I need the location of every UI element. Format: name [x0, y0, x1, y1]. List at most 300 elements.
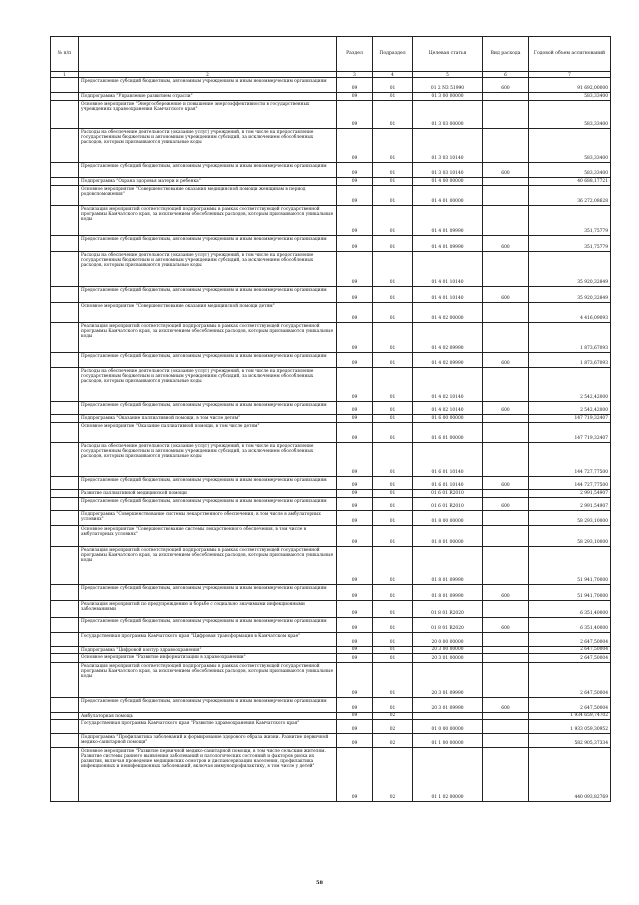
row-podrazdel-cell: 01 [373, 490, 413, 498]
row-podrazdel-cell: 01 [373, 353, 413, 368]
row-podrazdel-cell: 01 [373, 647, 413, 654]
row-vr-cell [483, 206, 529, 236]
table-row [51, 477, 611, 490]
row-csr-cell: 20 3 01 00000 [413, 654, 483, 663]
row-csr-cell: 01 6 01 00000 [413, 423, 483, 443]
row-csr-cell: 01 4 01 10140 [413, 252, 483, 287]
row-csr-cell: 01 4 00 00000 [413, 178, 483, 186]
table-row [51, 101, 611, 129]
row-number-cell [51, 618, 79, 633]
row-podrazdel-cell: 01 [373, 498, 413, 511]
row-podrazdel-cell: 01 [373, 443, 413, 477]
table-row [51, 402, 611, 415]
row-csr-cell: 01 4 02 09990 [413, 323, 483, 353]
table-row [51, 647, 611, 654]
row-sum-cell: 144 727,77500 [529, 443, 611, 477]
row-vr-cell [483, 734, 529, 748]
index-cell: 6 [483, 72, 529, 78]
row-razdel-cell: 09 [337, 353, 373, 368]
row-number-cell [51, 287, 79, 303]
table-row [51, 748, 611, 802]
row-podrazdel-cell: 01 [373, 477, 413, 490]
row-name-cell: Реализация мероприятий соответствующей подпрограммы в рамках соответствующей государственной программы Камчатского края, за исключением обособленных расходов, которым присваиваются уникальные коды [79, 547, 337, 585]
row-name-cell: Основное мероприятие "Совершенствование оказания медицинской помощи детям" [79, 303, 337, 323]
row-csr-cell: 01 6 01 R2010 [413, 498, 483, 511]
row-name-cell: Основное мероприятие "Совершенствование оказания медицинской помощи женщинам в период родовспоможения" [79, 186, 337, 206]
row-razdel-cell: 09 [337, 368, 373, 402]
row-number-cell [51, 178, 79, 186]
row-csr-cell: 01 6 01 R2010 [413, 490, 483, 498]
row-vr-cell [483, 186, 529, 206]
row-razdel-cell: 09 [337, 654, 373, 663]
row-podrazdel-cell: 01 [373, 252, 413, 287]
row-name-cell: Реализация мероприятий по предупреждению и борьбе с социально значимыми инфекционными заболеваниями [79, 601, 337, 618]
row-csr-cell: 01 4 02 09990 [413, 353, 483, 368]
row-sum-cell: 147 719,32407 [529, 415, 611, 423]
row-csr-cell: 01 4 02 10140 [413, 368, 483, 402]
row-name-cell: Расходы на обеспечение деятельности (оказание услуг) учреждений, в том числе на предоставление государственным бюджетным и автономным учреждениям субсидий, за исключением обособленных расходов, которым присваиваются уникальные коды [79, 443, 337, 477]
row-sum-cell: 1 873,67093 [529, 323, 611, 353]
header-razdel: Раздел [337, 37, 373, 72]
row-number-cell [51, 734, 79, 748]
row-name-cell: Расходы на обеспечение деятельности (оказание услуг) учреждений, в том числе на предоставление государственным бюджетным и автономным учреждениям субсидий, за исключением обособленных расходов, которым присваиваются уникальные коды [79, 368, 337, 402]
row-podrazdel-cell: 01 [373, 78, 413, 93]
row-razdel-cell: 09 [337, 423, 373, 443]
row-csr-cell: 01 3 03 10140 [413, 163, 483, 178]
row-sum-cell: 583,33400 [529, 93, 611, 101]
row-sum-cell: 58 293,10000 [529, 511, 611, 526]
row-csr-cell: 01 4 01 10140 [413, 287, 483, 303]
row-name-cell: Предоставление субсидий бюджетным, автономным учреждениям и иным некоммерческим организациям [79, 585, 337, 601]
row-number-cell [51, 526, 79, 547]
budget-table-page [50, 36, 610, 802]
row-name-cell: Основное мероприятие "Развитие первичной медико-санитарной помощи, в том числе сельским жителям. Развитие системы раннего выявления заболеваний и патологических состояний и факторов риска их развития, включая проведение медицинских осмотров и диспансеризации населения, профилактика инфекционных и неинфекционных заболеваний, включая иммунопрофилактику, в том числе у детей" [79, 748, 337, 802]
row-csr-cell: 01 3 00 00000 [413, 93, 483, 101]
table-row [51, 654, 611, 663]
row-sum-cell: 440 093,82769 [529, 748, 611, 802]
table-row [51, 443, 611, 477]
row-name-cell: Реализация мероприятий соответствующей подпрограммы в рамках соответствующей государственной программы Камчатского края, за исключением обособленных расходов, которым присваиваются уникальные коды [79, 663, 337, 698]
row-name-cell: Предоставление субсидий бюджетным, автономным учреждениям и иным некоммерческим организациям [79, 402, 337, 415]
row-podrazdel-cell: 01 [373, 547, 413, 585]
row-name-cell: Предоставление субсидий бюджетным, автономным учреждениям и иным некоммерческим организациям [79, 698, 337, 713]
row-csr-cell: 01 8 01 09990 [413, 547, 483, 585]
table-row [51, 511, 611, 526]
row-vr-cell [483, 663, 529, 698]
row-number-cell [51, 601, 79, 618]
row-podrazdel-cell: 01 [373, 698, 413, 713]
row-razdel-cell: 09 [337, 178, 373, 186]
row-sum-cell: 582 905,37334 [529, 734, 611, 748]
table-row [51, 353, 611, 368]
row-sum-cell: 6 351,40000 [529, 601, 611, 618]
row-name-cell: Расходы на обеспечение деятельности (оказание услуг) учреждений, в том числе на предоставление государственным бюджетным и автономным учреждениям субсидий, за исключением обособленных расходов, которым присваиваются уникальные коды [79, 252, 337, 287]
row-vr-cell [483, 323, 529, 353]
row-vr-cell [483, 443, 529, 477]
row-razdel-cell: 09 [337, 633, 373, 647]
row-number-cell [51, 78, 79, 93]
table-row [51, 618, 611, 633]
row-razdel-cell: 09 [337, 547, 373, 585]
row-name-cell: Подпрограмма "Оказание паллиативной помощи, в том числе детям" [79, 415, 337, 423]
table-row [51, 547, 611, 585]
row-sum-cell: 35 920,32849 [529, 252, 611, 287]
row-number-cell [51, 368, 79, 402]
row-razdel-cell: 09 [337, 734, 373, 748]
row-number-cell [51, 443, 79, 477]
row-sum-cell: 2 991,54907 [529, 490, 611, 498]
index-cell: 4 [373, 72, 413, 78]
row-name-cell: Подпрограмма "Охрана здоровья матери и ребенка" [79, 178, 337, 186]
table-row [51, 323, 611, 353]
budget-table [50, 36, 611, 802]
row-name-cell: Предоставление субсидий бюджетным, автономным учреждениям и иным некоммерческим организациям [79, 618, 337, 633]
table-row [51, 498, 611, 511]
row-name-cell: Государственная программа Камчатского края "Цифровая трансформация в Камчатском крае" [79, 633, 337, 647]
row-razdel-cell: 09 [337, 498, 373, 511]
row-vr-cell: 600 [483, 287, 529, 303]
row-vr-cell [483, 713, 529, 720]
row-razdel-cell: 09 [337, 206, 373, 236]
row-csr-cell: 20 3 01 09990 [413, 698, 483, 713]
table-row [51, 78, 611, 93]
row-csr-cell [413, 713, 483, 720]
row-podrazdel-cell: 02 [373, 748, 413, 802]
row-number-cell [51, 163, 79, 178]
row-number-cell [51, 186, 79, 206]
row-number-cell [51, 498, 79, 511]
row-sum-cell: 1 934 659,74702 [529, 713, 611, 720]
row-number-cell [51, 654, 79, 663]
table-row [51, 585, 611, 601]
row-number-cell [51, 720, 79, 734]
row-razdel-cell: 09 [337, 163, 373, 178]
table-row [51, 663, 611, 698]
row-vr-cell [483, 252, 529, 287]
row-vr-cell: 600 [483, 618, 529, 633]
row-razdel-cell: 09 [337, 647, 373, 654]
row-sum-cell: 351,75779 [529, 236, 611, 252]
row-csr-cell: 01 6 01 10140 [413, 443, 483, 477]
row-sum-cell: 2 647,50004 [529, 633, 611, 647]
row-csr-cell: 01 2 N3 51990 [413, 78, 483, 93]
table-row [51, 734, 611, 748]
row-number-cell [51, 477, 79, 490]
row-podrazdel-cell: 01 [373, 236, 413, 252]
table-row [51, 423, 611, 443]
row-sum-cell: 2 647,50004 [529, 647, 611, 654]
row-sum-cell: 144 727,77500 [529, 477, 611, 490]
row-razdel-cell: 09 [337, 236, 373, 252]
row-vr-cell [483, 415, 529, 423]
table-row [51, 633, 611, 647]
row-name-cell: Предоставление субсидий бюджетным, автономным учреждениям и иным некоммерческим организациям [79, 477, 337, 490]
row-razdel-cell: 09 [337, 93, 373, 101]
row-vr-cell [483, 601, 529, 618]
row-name-cell: Государственная программа Камчатского края "Развитие здравоохранения Камчатского края" [79, 720, 337, 734]
row-razdel-cell: 09 [337, 443, 373, 477]
table-row [51, 303, 611, 323]
row-sum-cell: 91 692,00000 [529, 78, 611, 93]
row-razdel-cell: 09 [337, 698, 373, 713]
row-name-cell: Реализация мероприятий соответствующей подпрограммы в рамках соответствующей государственной программы Камчатского края, за исключением обособленных расходов, которым присваиваются уникальные коды [79, 323, 337, 353]
row-number-cell [51, 236, 79, 252]
table-row [51, 720, 611, 734]
row-sum-cell: 2 991,54907 [529, 498, 611, 511]
table-row [51, 129, 611, 163]
row-razdel-cell: 09 [337, 713, 373, 720]
row-name-cell: Реализация мероприятий соответствующей подпрограммы в рамках соответствующей государственной программы Камчатского края, за исключением обособленных расходов, которым присваиваются уникальные коды [79, 206, 337, 236]
row-number-cell [51, 647, 79, 654]
row-number-cell [51, 206, 79, 236]
row-csr-cell: 01 8 01 00000 [413, 526, 483, 547]
row-sum-cell: 147 719,32407 [529, 423, 611, 443]
row-vr-cell [483, 93, 529, 101]
row-podrazdel-cell: 02 [373, 734, 413, 748]
row-sum-cell: 58 293,10000 [529, 526, 611, 547]
row-number-cell [51, 252, 79, 287]
row-vr-cell [483, 633, 529, 647]
row-podrazdel-cell: 01 [373, 585, 413, 601]
table-row [51, 236, 611, 252]
row-csr-cell: 01 4 02 00000 [413, 303, 483, 323]
table-row [51, 490, 611, 498]
row-number-cell [51, 663, 79, 698]
index-cell: 7 [529, 72, 611, 78]
row-sum-cell: 51 941,70000 [529, 585, 611, 601]
row-number-cell [51, 129, 79, 163]
table-row [51, 415, 611, 423]
row-number-cell [51, 402, 79, 415]
row-razdel-cell: 09 [337, 601, 373, 618]
row-number-cell [51, 423, 79, 443]
row-vr-cell [483, 647, 529, 654]
row-vr-cell [483, 368, 529, 402]
row-name-cell: Предоставление субсидий бюджетным, автономным учреждениям и иным некоммерческим организациям [79, 78, 337, 93]
row-name-cell: Подпрограмма "Цифровой контур здравоохранения" [79, 647, 337, 654]
row-vr-cell: 600 [483, 236, 529, 252]
row-vr-cell [483, 423, 529, 443]
row-name-cell: Амбулаторная помощь [79, 713, 337, 720]
row-number-cell [51, 698, 79, 713]
row-name-cell: Предоставление субсидий бюджетным, автономным учреждениям и иным некоммерческим организациям [79, 287, 337, 303]
row-sum-cell: 2 542,42000 [529, 402, 611, 415]
row-name-cell: Основное мероприятие "Энергосбережение и повышение энергоэффективности в государственных учреждениях здравоохранения Камчатского края" [79, 101, 337, 129]
row-sum-cell: 583,33400 [529, 101, 611, 129]
row-podrazdel-cell: 01 [373, 368, 413, 402]
row-vr-cell: 600 [483, 78, 529, 93]
row-razdel-cell: 09 [337, 663, 373, 698]
row-csr-cell: 01 4 02 10140 [413, 402, 483, 415]
row-vr-cell [483, 511, 529, 526]
page-number: 58 [316, 880, 323, 886]
row-sum-cell: 583,33400 [529, 163, 611, 178]
row-number-cell [51, 323, 79, 353]
row-vr-cell [483, 654, 529, 663]
row-podrazdel-cell: 01 [373, 287, 413, 303]
row-sum-cell: 35 920,32849 [529, 287, 611, 303]
table-row [51, 287, 611, 303]
row-sum-cell: 51 941,70000 [529, 547, 611, 585]
row-razdel-cell: 09 [337, 78, 373, 93]
row-name-cell: Подпрограмма "Управление развитием отрасли" [79, 93, 337, 101]
row-csr-cell: 01 6 01 10140 [413, 477, 483, 490]
row-vr-cell: 600 [483, 402, 529, 415]
row-csr-cell: 01 0 00 00000 [413, 720, 483, 734]
row-podrazdel-cell: 01 [373, 323, 413, 353]
index-cell: 1 [51, 72, 79, 78]
row-vr-cell [483, 720, 529, 734]
row-podrazdel-cell: 02 [373, 720, 413, 734]
row-name-cell: Расходы на обеспечение деятельности (оказание услуг) учреждений, в том числе на предоставление государственным бюджетным и автономным учреждениям субсидий, за исключением обособленных расходов, которым присваиваются уникальные коды [79, 129, 337, 163]
row-podrazdel-cell: 01 [373, 163, 413, 178]
row-podrazdel-cell: 01 [373, 402, 413, 415]
row-razdel-cell: 09 [337, 748, 373, 802]
index-cell: 2 [79, 72, 337, 78]
row-number-cell [51, 490, 79, 498]
row-vr-cell: 600 [483, 163, 529, 178]
row-razdel-cell: 09 [337, 323, 373, 353]
row-razdel-cell: 09 [337, 402, 373, 415]
row-podrazdel-cell: 01 [373, 663, 413, 698]
row-sum-cell: 2 647,50004 [529, 654, 611, 663]
row-number-cell [51, 585, 79, 601]
row-podrazdel-cell: 01 [373, 654, 413, 663]
row-podrazdel-cell: 01 [373, 101, 413, 129]
table-body [51, 78, 611, 802]
row-razdel-cell: 09 [337, 186, 373, 206]
row-podrazdel-cell: 01 [373, 618, 413, 633]
row-podrazdel-cell: 01 [373, 511, 413, 526]
row-csr-cell: 01 8 00 00000 [413, 511, 483, 526]
row-name-cell: Основное мероприятие "Совершенствование системы лекарственного обеспечения, в том числе в амбулаторных условиях" [79, 526, 337, 547]
row-podrazdel-cell: 01 [373, 526, 413, 547]
row-vr-cell [483, 526, 529, 547]
table-row [51, 93, 611, 101]
row-podrazdel-cell: 01 [373, 206, 413, 236]
table-row [51, 601, 611, 618]
table-row [51, 713, 611, 720]
row-name-cell: Подпрограмма "Профилактика заболеваний и формирование здорового образа жизни. Развитие первичной медико-санитарной помощи" [79, 734, 337, 748]
row-razdel-cell: 09 [337, 490, 373, 498]
row-podrazdel-cell: 01 [373, 178, 413, 186]
row-sum-cell: 40 688,17721 [529, 178, 611, 186]
row-csr-cell: 01 8 01 09990 [413, 585, 483, 601]
row-podrazdel-cell: 01 [373, 129, 413, 163]
table-row [51, 698, 611, 713]
table-row [51, 163, 611, 178]
table-row [51, 368, 611, 402]
table-row [51, 526, 611, 547]
row-name-cell: Предоставление субсидий бюджетным, автономным учреждениям и иным некоммерческим организациям [79, 163, 337, 178]
row-podrazdel-cell: 01 [373, 186, 413, 206]
row-sum-cell: 1 873,67093 [529, 353, 611, 368]
row-name-cell: Основное мероприятие "Оказание паллиативной помощи, в том числе детям" [79, 423, 337, 443]
row-podrazdel-cell: 01 [373, 601, 413, 618]
row-number-cell [51, 353, 79, 368]
row-number-cell [51, 713, 79, 720]
row-csr-cell: 01 3 03 00000 [413, 101, 483, 129]
row-csr-cell: 01 3 03 10140 [413, 129, 483, 163]
row-csr-cell: 20 0 00 00000 [413, 633, 483, 647]
header-csr: Целевая статья [413, 37, 483, 72]
row-csr-cell: 01 4 01 09990 [413, 236, 483, 252]
row-csr-cell: 01 1 02 00000 [413, 748, 483, 802]
row-vr-cell [483, 303, 529, 323]
row-name-cell: Предоставление субсидий бюджетным, автономным учреждениям и иным некоммерческим организациям [79, 498, 337, 511]
row-razdel-cell: 09 [337, 303, 373, 323]
row-vr-cell [483, 547, 529, 585]
row-csr-cell: 01 4 01 09990 [413, 206, 483, 236]
header-sum: Годовой объем ассигнований [529, 37, 611, 72]
row-podrazdel-cell: 01 [373, 93, 413, 101]
row-csr-cell: 01 8 01 R2020 [413, 601, 483, 618]
row-sum-cell: 36 272,08628 [529, 186, 611, 206]
row-name-cell: Развитие паллиативной медицинской помощи [79, 490, 337, 498]
row-name-cell: Подпрограмма "Совершенствование системы лекарственного обеспечения, в том числе в амбулаторных условиях" [79, 511, 337, 526]
row-csr-cell: 20 3 00 00000 [413, 647, 483, 654]
row-razdel-cell: 09 [337, 511, 373, 526]
row-razdel-cell: 09 [337, 129, 373, 163]
row-number-cell [51, 415, 79, 423]
row-vr-cell: 600 [483, 353, 529, 368]
row-razdel-cell: 09 [337, 252, 373, 287]
row-sum-cell: 2 647,50004 [529, 663, 611, 698]
row-number-cell [51, 633, 79, 647]
row-vr-cell [483, 490, 529, 498]
table-row [51, 178, 611, 186]
row-name-cell: Основное мероприятие "Развитие информатизации в здравоохранении" [79, 654, 337, 663]
header-podrazdel: Подраздел [373, 37, 413, 72]
row-number-cell [51, 547, 79, 585]
row-number-cell [51, 511, 79, 526]
row-razdel-cell: 09 [337, 585, 373, 601]
row-sum-cell: 583,33400 [529, 129, 611, 163]
row-sum-cell: 1 933 059,30952 [529, 720, 611, 734]
index-cell: 3 [337, 72, 373, 78]
row-podrazdel-cell: 01 [373, 303, 413, 323]
table-row [51, 186, 611, 206]
row-razdel-cell: 09 [337, 526, 373, 547]
row-podrazdel-cell: 02 [373, 713, 413, 720]
row-vr-cell [483, 129, 529, 163]
row-csr-cell: 01 4 01 00000 [413, 186, 483, 206]
row-csr-cell: 20 3 01 09990 [413, 663, 483, 698]
row-vr-cell [483, 101, 529, 129]
header-vr: Вид расхода [483, 37, 529, 72]
row-vr-cell [483, 178, 529, 186]
row-razdel-cell: 09 [337, 477, 373, 490]
header-name [79, 37, 337, 72]
row-razdel-cell: 09 [337, 415, 373, 423]
row-podrazdel-cell: 01 [373, 423, 413, 443]
row-number-cell [51, 748, 79, 802]
row-sum-cell: 2 542,42000 [529, 368, 611, 402]
row-razdel-cell: 09 [337, 618, 373, 633]
row-csr-cell: 01 6 00 00000 [413, 415, 483, 423]
index-cell: 5 [413, 72, 483, 78]
table-row [51, 252, 611, 287]
header-row [51, 37, 611, 72]
row-number-cell [51, 93, 79, 101]
row-sum-cell: 4 416,09093 [529, 303, 611, 323]
row-number-cell [51, 303, 79, 323]
row-name-cell: Предоставление субсидий бюджетным, автономным учреждениям и иным некоммерческим организациям [79, 353, 337, 368]
header-num: № п/п [51, 37, 79, 72]
row-podrazdel-cell: 01 [373, 415, 413, 423]
row-sum-cell: 2 647,50004 [529, 698, 611, 713]
row-razdel-cell: 09 [337, 287, 373, 303]
